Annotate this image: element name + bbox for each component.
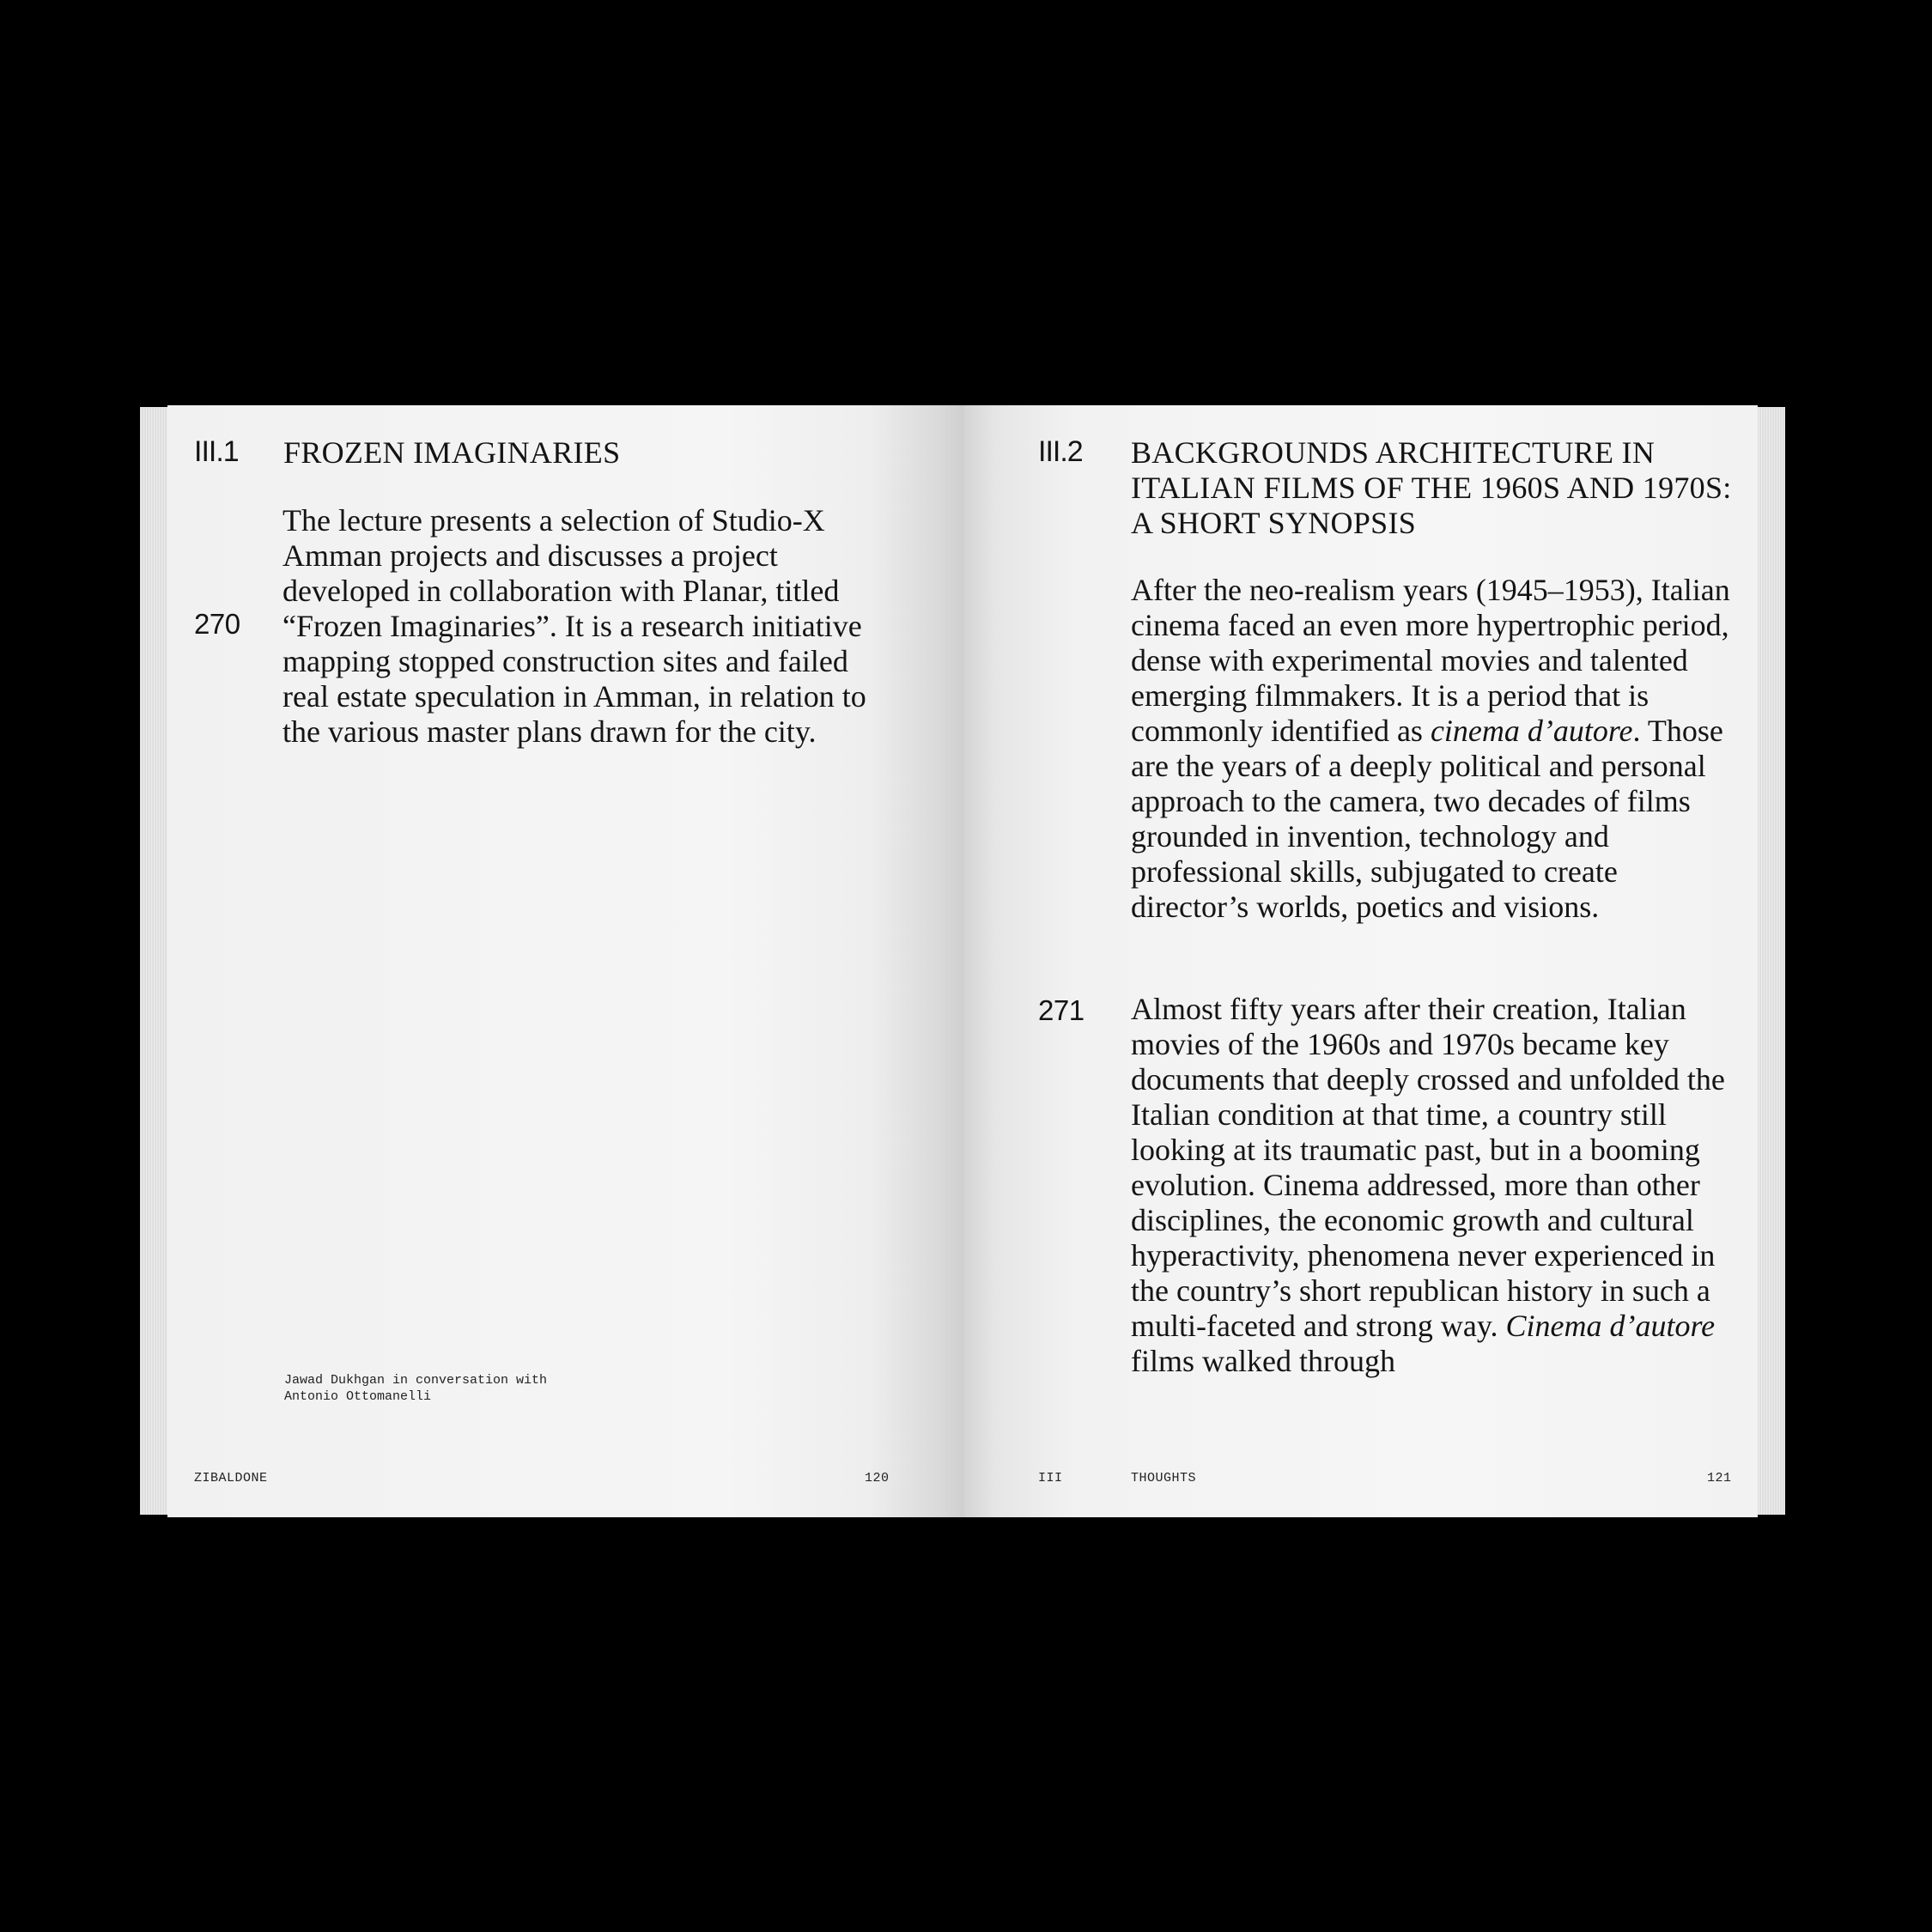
paragraph-number: 271: [1038, 994, 1084, 1026]
text-run: . Those are the years of a deeply political and personal approach to the camera, two decades of films grounded in invention, technology and professional skills, subjugated to create director’s worlds, poetics and visions.: [1131, 714, 1723, 924]
page-edges-right: [1758, 407, 1785, 1515]
running-footer-title: THOUGHTS: [1131, 1471, 1197, 1485]
page-edges-left: [140, 407, 167, 1515]
right-page: [964, 405, 1758, 1517]
section-title: FROZEN IMAGINARIES: [283, 435, 621, 470]
section-number: III.1: [194, 435, 239, 468]
text-run: Almost fifty years after their creation, Italian movies of the 1960s and 1970s became key documents that deeply crossed and unfolded the Italian condition at that time, a country still looking at its traumatic past, but in a booming evolution. Cinema addressed, more than other disciplines, the economic growth and cultural hyperactivity, phenomena never experienced in the country’s short republican history in such a multi-faceted and strong way.: [1131, 992, 1725, 1343]
left-page: [167, 405, 964, 1517]
italic-term: cinema d’autore: [1430, 714, 1633, 748]
body-paragraph: The lecture presents a selection of Studio-X Amman projects and discusses a project developed in collaboration with Planar, titled “Frozen Imaginaries”. It is a research initiative mapping stopped construction sites and failed real estate speculation in Amman, in relation to the various master plans drawn for the city.: [283, 503, 866, 749]
section-title: BACKGROUNDS ARCHITECTURE IN ITALIAN FILMS OF THE 1960S AND 1970S: A SHORT SYNOPSIS: [1131, 435, 1732, 540]
text-run: films walked through: [1131, 1344, 1395, 1378]
page-number: 120: [865, 1471, 890, 1485]
open-book: [140, 405, 1785, 1517]
running-footer-part: III: [1038, 1471, 1063, 1485]
body-paragraph: [1131, 992, 1742, 1379]
section-number: III.2: [1038, 435, 1083, 468]
author-caption: [284, 1372, 628, 1405]
paragraph-number: 270: [194, 608, 240, 640]
text-run: After the neo-realism years (1945–1953), Italian cinema faced an even more hypertrophic period, dense with experimental movies and talented emerging filmmakers. It is a period that is commonly identified as: [1131, 573, 1730, 748]
italic-term: Cinema d’autore: [1505, 1309, 1716, 1343]
body-paragraph: [1131, 573, 1742, 925]
caption-line: Antonio Ottomanelli: [284, 1389, 432, 1404]
caption-line: Jawad Dukhgan in conversation with: [284, 1373, 548, 1388]
running-footer-title: ZIBALDONE: [194, 1471, 268, 1485]
page-number: 121: [1707, 1471, 1732, 1485]
